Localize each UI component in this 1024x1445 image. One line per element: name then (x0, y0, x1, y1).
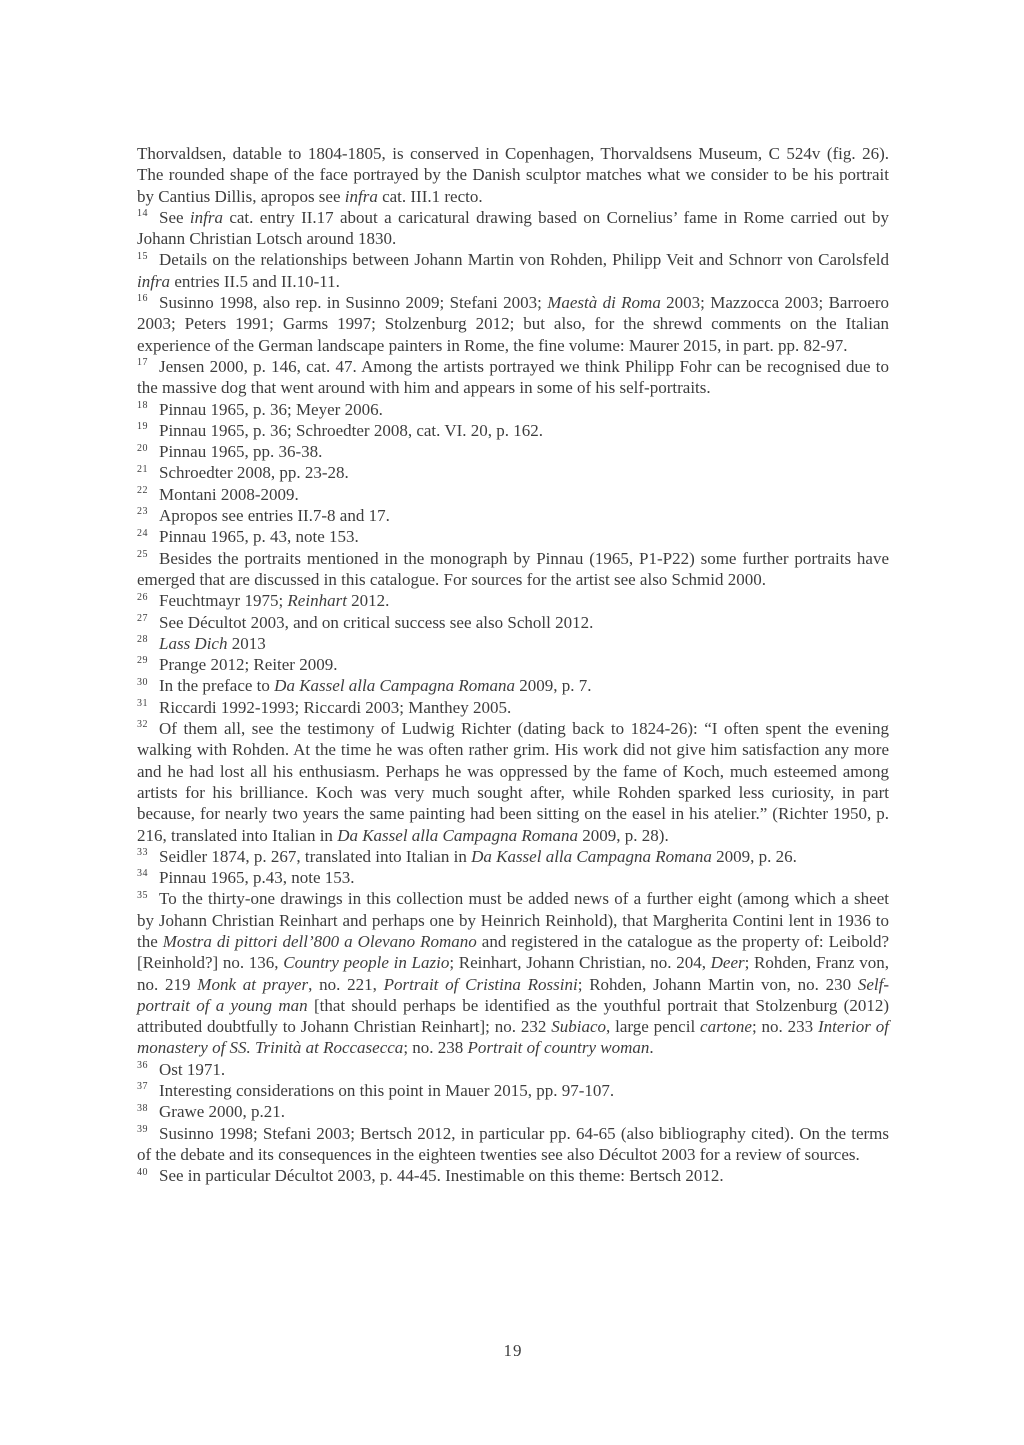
footnote (137, 867, 889, 888)
footnote (137, 484, 889, 505)
footnote-text-italic: Maestà di Roma (547, 293, 661, 313)
footnote-text: cat. III.1 recto. (377, 186, 483, 206)
footnote-text-italic: infra (344, 186, 378, 206)
footnote-marker: 27 (137, 612, 148, 624)
footnote-text: ; no. 238 (403, 1038, 468, 1058)
footnote-marker: 28 (137, 634, 148, 646)
footnote-text: ; no. 233 (751, 1017, 819, 1037)
footnote (137, 846, 889, 867)
footnote-marker: 22 (137, 485, 148, 497)
footnote-text: Details on the relationships between Johann Martin von Rohden, Philipp Veit and Schnorr von Carolsfeld (159, 250, 889, 270)
footnote-marker: 18 (137, 399, 148, 411)
footnote-text: Thorvaldsen, datable to 1804-1805, is conserved in Copenhagen, Thorvaldsens Museum, C 524v (fig. 26). The rounded shape of the face portrayed by the Danish sculptor matches what we consider to be his portrait by Cantius Dillis, apropos see (137, 144, 889, 206)
footnote-text: Ost 1971. (159, 1059, 226, 1079)
footnote-text-italic: Da Kassel alla Campagna Romana (471, 846, 712, 866)
footnote (137, 441, 889, 462)
footnote-text-italic: Country people in Lazio (283, 953, 450, 973)
footnote-text: 2003; Mazzocca 2003; Barroero 2003; Peters 1991; Garms 1997; Stolzenburg 2012; but also, for the shrewd comments on the Italian experience of the German landscape painters in Rome, the fine volume: Maurer 2015, in part. pp. 82-97. (137, 293, 889, 355)
footnote-marker: 39 (137, 1124, 148, 1135)
footnote (137, 462, 889, 483)
footnote-marker: 36 (137, 1060, 148, 1072)
footnote (137, 718, 889, 846)
footnote-marker: 38 (137, 1102, 148, 1114)
footnote (137, 292, 889, 356)
footnote-text: 2009, p. 7. (515, 676, 592, 696)
footnote-marker: 25 (137, 548, 148, 560)
footnote-text: 2009, p. 28). (578, 825, 669, 845)
footnote (137, 1123, 889, 1166)
footnote-text-italic: Lass Dich (159, 633, 228, 653)
footnote-text-italic: Da Kassel alla Campagna Romana (274, 676, 516, 696)
footnote-text: ; Reinhart, Johann Christian, no. 204, (449, 953, 711, 973)
footnote-text: Apropos see entries II.7-8 and 17. (159, 506, 390, 526)
footnote (137, 249, 889, 292)
footnote-text-italic: Da Kassel alla Campagna Romana (337, 825, 579, 845)
footnote-marker: 16 (137, 293, 148, 305)
footnote-text: Interesting considerations on this point in Mauer 2015, pp. 97-107. (159, 1081, 615, 1101)
footnote-marker: 14 (137, 208, 148, 220)
footnote (137, 399, 889, 420)
footnote-text: Susinno 1998, also rep. in Susinno 2009; Stefani 2003; (159, 293, 548, 313)
footnote-text: Pinnau 1965, p. 43, note 153. (159, 527, 359, 547)
footnote-marker: 31 (137, 698, 148, 710)
footnote-marker: 29 (137, 655, 148, 667)
footnote-text: Susinno 1998; Stefani 2003; Bertsch 2012, in particular pp. 64-65 (also bibliography cited). On the terms of the debate and its consequences in the eighteen twenties see also Décultot 2003 for a review of sources. (137, 1123, 889, 1164)
footnote-text: See in particular Décultot 2003, p. 44-45. Inestimable on this theme: Bertsch 2012. (159, 1166, 724, 1186)
footnote-text: See Décultot 2003, and on critical success see also Scholl 2012. (159, 612, 594, 632)
footnote (137, 356, 889, 399)
footnote-marker: 30 (137, 676, 148, 688)
footnote (137, 612, 889, 633)
footnote (137, 1080, 889, 1101)
footnote-marker: 19 (137, 421, 148, 433)
footnote-text-italic: infra (137, 271, 171, 291)
footnote-text: 2013 (227, 633, 266, 653)
footnote-text: Schroedter 2008, pp. 23-28. (159, 463, 349, 483)
footnote-text: [that should perhaps be identified as the youthful portrait that Stolzenburg (2012) attributed doubtfully to Johann Christian Reinhart]; no. 232 (137, 995, 889, 1037)
footnote-text: Grawe 2000, p.21. (159, 1102, 286, 1122)
footnote-text-italic: Monk at prayer (197, 974, 309, 994)
footnote (137, 654, 889, 675)
footnote-text: , no. 221, (308, 974, 384, 994)
footnote-text: 2009, p. 26. (711, 846, 797, 866)
footnote-text-italic: cartone (700, 1017, 752, 1037)
footnote-marker: 34 (137, 868, 148, 880)
footnote-text: In the preface to (159, 676, 275, 696)
footnote-text: Jensen 2000, p. 146, cat. 47. Among the artists portrayed we think Philipp Fohr can be recognised due to the massive dog that went around with him and appears in some of his self-portraits. (137, 356, 889, 398)
footnote-marker: 20 (137, 442, 148, 454)
footnote-text-italic: infra (189, 207, 223, 227)
footnote (137, 1101, 889, 1122)
footnote-marker: 33 (137, 847, 148, 859)
footnote (137, 590, 889, 611)
footnote-text: Pinnau 1965, p.43, note 153. (159, 868, 355, 888)
footnote-text: ; Rohden, Franz von, no. 219 (137, 953, 889, 994)
footnote-text: Pinnau 1965, p. 36; Schroedter 2008, cat. VI. 20, p. 162. (159, 420, 544, 440)
footnote-text: Of them all, see the testimony of Ludwig Richter (dating back to 1824-26): “I often spent the evening walking with Rohden. At the time he was often rather grim. His work did not give him satisfaction any more and he had lost all his enthusiasm. Perhaps he was oppressed by the fame of Koch, much esteemed among artists for his brilliance. Koch was very much sought after, while Rohden sparked less curiosity, in part because, for nearly two years the same painting had been sitting on the easel in his atelier.” (Richter 1950, p. 216, translated into Italian in (137, 719, 889, 845)
footnote-text: entries II.5 and II.10-11. (170, 271, 340, 291)
footnote-text: . (649, 1038, 654, 1058)
footnote-text-italic: Reinhart (287, 591, 347, 611)
footnote-marker: 40 (137, 1166, 148, 1178)
footnote-marker: 26 (137, 591, 148, 603)
footnote-marker: 24 (137, 527, 148, 539)
footnote-text: See (159, 207, 190, 227)
footnote (137, 143, 889, 207)
footnote-text: ; Rohden, Johann Martin von, no. 230 (577, 974, 858, 994)
footnote (137, 633, 889, 654)
footnote-text: Pinnau 1965, pp. 36-38. (159, 442, 323, 462)
footnote (137, 697, 889, 718)
footnote-text: , large pencil (606, 1017, 701, 1037)
footnote-text-italic: Interior of monastery of SS. Trinità at Roccasecca (137, 1017, 889, 1058)
footnote-marker: 15 (137, 250, 148, 262)
footnote (137, 420, 889, 441)
footnote-text-italic: Self- portrait of a young man (137, 974, 890, 1015)
footnote-text: Besides the portraits mentioned in the monograph by Pinnau (1965, P1-P22) some further portraits have emerged that are discussed in this catalogue. For sources for the artist see also Schmid 2000. (137, 548, 889, 589)
footnote-text-italic: Mostra di pittori dell’800 a Olevano Romano (162, 931, 477, 951)
footnote-marker: 32 (137, 719, 148, 731)
footnote (137, 548, 889, 591)
footnote-text: To the thirty-one drawings in this collection must be added news of a further eight (among which a sheet by Johann Christian Reinhart and perhaps one by Heinrich Reinhold), that Margherita Contini lent in 1936 to the (137, 889, 889, 951)
footnote-text: Montani 2008-2009. (159, 484, 299, 504)
footnotes (137, 143, 889, 1187)
footnote-text-italic: Portrait of Cristina Rossini (383, 974, 578, 994)
footnote-marker: 23 (137, 506, 148, 518)
footnote-text: and registered in the catalogue as the property of: Leibold? [Reinhold?] no. 136, (137, 931, 889, 973)
footnote (137, 1059, 889, 1080)
footnote (137, 526, 889, 547)
footnote (137, 207, 889, 250)
footnote-marker: 37 (137, 1081, 148, 1093)
footnote-text: Pinnau 1965, p. 36; Meyer 2006. (159, 399, 383, 419)
footnote-text: Seidler 1874, p. 267, translated into Italian in (159, 846, 472, 866)
footnote-text: Feuchtmayr 1975; (159, 591, 288, 611)
footnote-text-italic: Portrait of country woman (467, 1038, 650, 1058)
footnote-text: Riccardi 1992-1993; Riccardi 2003; Manthey 2005. (159, 697, 512, 717)
footnote-marker: 35 (137, 889, 148, 901)
footnote-text-italic: Deer (710, 953, 745, 973)
footnote-text: cat. entry II.17 about a caricatural drawing based on Cornelius’ fame in Rome carried out by Johann Christian Lotsch around 1830. (137, 207, 890, 249)
footnote-text-italic: Subiaco (551, 1017, 606, 1037)
footnote (137, 675, 889, 696)
footnote-marker: 17 (137, 357, 148, 369)
footnote (137, 1165, 889, 1186)
page-number: 19 (503, 1341, 523, 1360)
footnote-text: Prange 2012; Reiter 2009. (159, 655, 338, 675)
footnote (137, 888, 889, 1058)
footnote-marker: 21 (137, 463, 148, 475)
footnote (137, 505, 889, 526)
footnote-text: 2012. (346, 591, 390, 611)
